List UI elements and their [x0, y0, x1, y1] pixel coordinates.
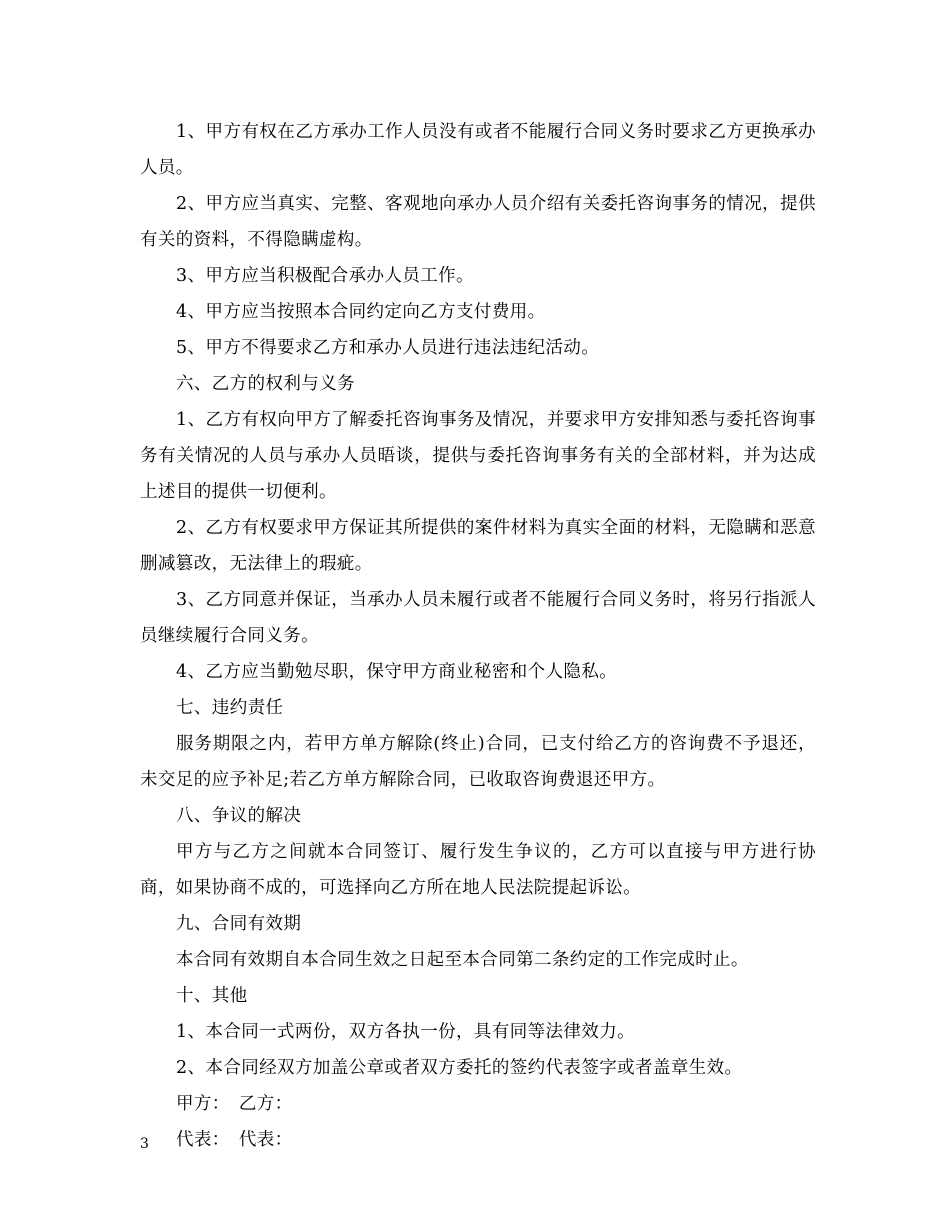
- section-heading-9: 九、合同有效期: [176, 914, 302, 934]
- paragraph-dispute-resolution: 甲方与乙方之间就本合同签订、履行发生争议的，乙方可以直接与甲方进行协商，如果协商不成的，可选择向乙方所在地人民法院提起诉讼。: [140, 842, 816, 898]
- paragraph-party-a-cooperate: 3、甲方应当积极配合承办人员工作。: [176, 266, 474, 286]
- paragraph-party-a-no-illegal: 5、甲方不得要求乙方和承办人员进行违法违纪活动。: [176, 338, 600, 358]
- page-number: 3: [140, 1136, 149, 1152]
- paragraph-breach-liability: 服务期限之内，若甲方单方解除(终止)合同，已支付给乙方的咨询费不予退还，未交足的应予补足;若乙方单方解除合同，已收取咨询费退还甲方。: [140, 734, 816, 790]
- signature-parties-line: 甲方： 乙方：: [176, 1094, 293, 1114]
- section-heading-8: 八、争议的解决: [176, 806, 302, 826]
- paragraph-copies: 1、本合同一式两份，双方各执一份，具有同等法律效力。: [176, 1022, 636, 1042]
- paragraph-party-a-replace-staff: 1、甲方有权在乙方承办工作人员没有或者不能履行合同义务时要求乙方更换承办人员。: [140, 122, 816, 178]
- paragraph-validity-period: 本合同有效期自本合同生效之日起至本合同第二条约定的工作完成时止。: [176, 950, 749, 970]
- document-body: [140, 114, 816, 1158]
- paragraph-party-a-provide-info: 2、甲方应当真实、完整、客观地向承办人员介绍有关委托咨询事务的情况，提供有关的资料，不得隐瞒虚构。: [140, 194, 816, 250]
- paragraph-effectiveness: 2、本合同经双方加盖公章或者双方委托的签约代表签字或者盖章生效。: [176, 1058, 743, 1078]
- paragraph-party-b-material-guarantee: 2、乙方有权要求甲方保证其所提供的案件材料为真实全面的材料，无隐瞒和恶意删减篡改，无法律上的瑕疵。: [140, 518, 816, 574]
- section-heading-6: 六、乙方的权利与义务: [176, 374, 355, 394]
- paragraph-party-b-confidentiality: 4、乙方应当勤勉尽职，保守甲方商业秘密和个人隐私。: [176, 662, 618, 682]
- paragraph-party-b-inquire: 1、乙方有权向甲方了解委托咨询事务及情况，并要求甲方安排知悉与委托咨询事务有关情况的人员与承办人员晤谈，提供与委托咨询事务有关的全部材料，并为达成上述目的提供一切便利。: [140, 410, 816, 502]
- paragraph-party-b-reassign: 3、乙方同意并保证，当承办人员未履行或者不能履行合同义务时，将另行指派人员继续履行合同义务。: [140, 590, 816, 646]
- signature-representatives-line: 代表： 代表：: [176, 1130, 293, 1150]
- paragraph-party-a-pay-fees: 4、甲方应当按照本合同约定向乙方支付费用。: [176, 302, 546, 322]
- section-heading-7: 七、违约责任: [176, 698, 284, 718]
- section-heading-10: 十、其他: [176, 986, 248, 1006]
